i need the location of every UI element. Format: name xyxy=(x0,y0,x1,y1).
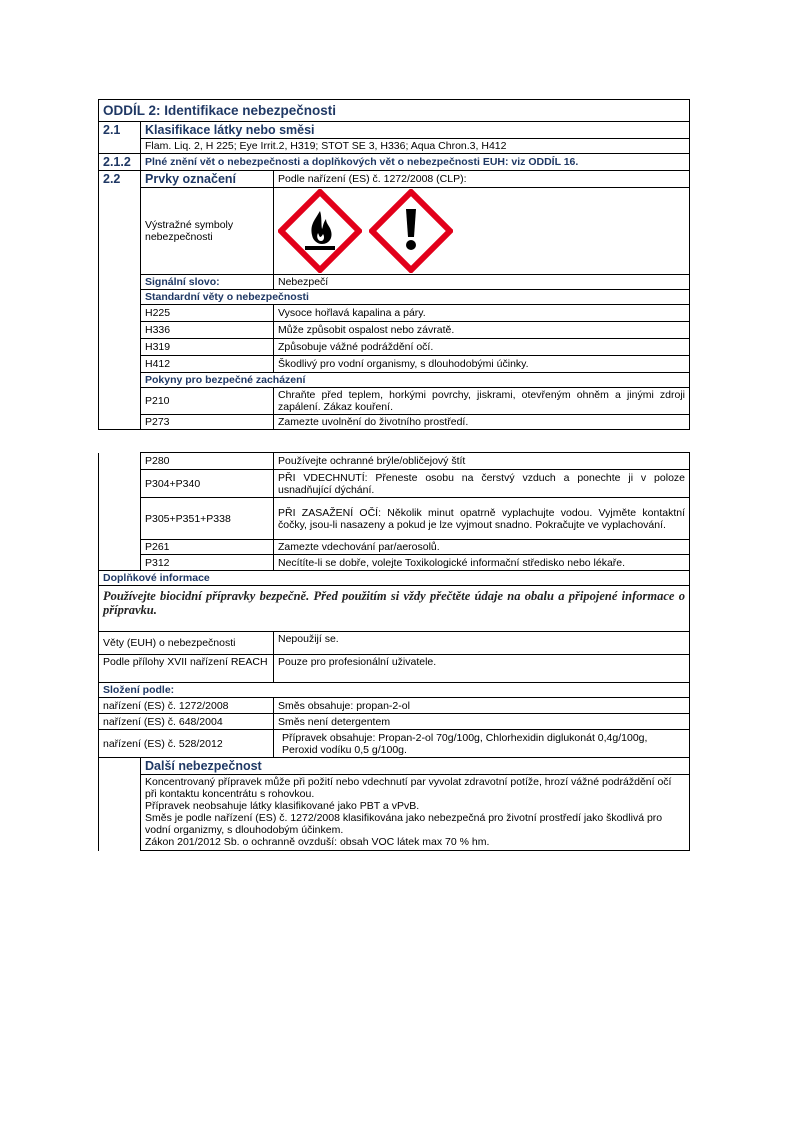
section-2-1-2-number: 2.1.2 xyxy=(99,154,141,171)
euh-label: Věty (EUH) o nebezpečnosti xyxy=(99,632,274,655)
reach-value: Pouze pro profesionální uživatele. xyxy=(274,655,690,683)
h-code: H336 xyxy=(141,322,274,339)
composition-reg: nařízení (ES) č. 1272/2008 xyxy=(99,698,274,714)
composition-header: Složení podle: xyxy=(99,683,690,698)
regulation-text: Podle nařízení (ES) č. 1272/2008 (CLP): xyxy=(274,171,690,188)
p-code: P312 xyxy=(141,555,274,571)
p-code: P280 xyxy=(141,453,274,470)
extra-info-header: Doplňkové informace xyxy=(99,571,690,586)
hazard-table-part-1 xyxy=(98,99,690,430)
blank-cell xyxy=(99,453,141,571)
composition-reg: nařízení (ES) č. 648/2004 xyxy=(99,714,274,730)
section-2-2-number: 2.2 xyxy=(99,171,141,430)
symbols-label: Výstražné symboly nebezpečnosti xyxy=(141,188,274,275)
pictograms-cell xyxy=(274,188,690,275)
other-hazards-title: Další nebezpečnost xyxy=(141,758,690,775)
p-text: Necítíte-li se dobře, volejte Toxikologické informační středisko nebo lékaře. xyxy=(274,555,690,571)
p-code: P210 xyxy=(141,388,274,415)
section-2-1-number: 2.1 xyxy=(99,122,141,154)
p-code: P305+P351+P338 xyxy=(141,498,274,540)
composition-text: Směs není detergentem xyxy=(274,714,690,730)
section-2-2-title: Prvky označení xyxy=(141,171,274,188)
other-hazards-line: Směs je podle nařízení (ES) č. 1272/2008 klasifikována jako nebezpečná pro životní prostředí jako škodlivá pro vodní organizmy, s dlouhodobým účinkem. xyxy=(145,812,663,836)
h-text: Vysoce hořlavá kapalina a páry. xyxy=(274,305,690,322)
h-text: Škodlivý pro vodní organismy, s dlouhodobými účinky. xyxy=(274,356,690,373)
p-code: P304+P340 xyxy=(141,470,274,498)
p-text: Chraňte před teplem, horkými povrchy, jiskrami, otevřeným ohněm a jinými zdroji zapálení. Zákaz kouření. xyxy=(274,388,690,415)
h-text: Způsobuje vážné podráždění očí. xyxy=(274,339,690,356)
p-text: Zamezte uvolnění do životního prostředí. xyxy=(274,415,690,430)
p-text: PŘI VDECHNUTÍ: Přeneste osobu na čerstvý vzduch a ponechte ji v poloze usnadňující dýchání. xyxy=(274,470,690,498)
euh-value: Nepoužijí se. xyxy=(274,632,690,655)
extra-info-text: Používejte biocidní přípravky bezpečně. Před použitím si vždy přečtěte údaje na obalu a připojené informace o přípravku. xyxy=(99,586,690,632)
h-code: H225 xyxy=(141,305,274,322)
blank-cell xyxy=(99,758,141,851)
signal-word-label: Signální slovo: xyxy=(141,275,274,290)
classification-text: Flam. Liq. 2, H 225; Eye Irrit.2, H319; STOT SE 3, H336; Aqua Chron.3, H412 xyxy=(141,139,690,154)
p-text: Zamezte vdechování par/aerosolů. xyxy=(274,540,690,555)
other-hazards-line: Zákon 201/2012 Sb. o ochranně ovzduší: obsah VOC látek max 70 % hm. xyxy=(145,836,490,848)
hazard-table-part-2 xyxy=(98,452,690,851)
h-code: H412 xyxy=(141,356,274,373)
p-text: Používejte ochranné brýle/obličejový štít xyxy=(274,453,690,470)
h-text: Může způsobit ospalost nebo závratě. xyxy=(274,322,690,339)
other-hazards-line: Přípravek neobsahuje látky klasifikované jako PBT a vPvB. xyxy=(145,800,420,812)
p-text: PŘI ZASAŽENÍ OČÍ: Několik minut opatrně vyplachujte vodou. Vyjměte kontaktní čočky, jsou-li nasazeny a pokud je lze vyjmout snadno. Pokračujte ve vyplachování. xyxy=(274,498,690,540)
p-statements-header: Pokyny pro bezpečné zacházení xyxy=(141,373,690,388)
section-2-1-title: Klasifikace látky nebo směsi xyxy=(141,122,690,139)
reach-label: Podle přílohy XVII nařízení REACH xyxy=(99,655,274,683)
h-statements-header: Standardní věty o nebezpečnosti xyxy=(141,290,690,305)
h-code: H319 xyxy=(141,339,274,356)
section-title: ODDÍL 2: Identifikace nebezpečnosti xyxy=(99,100,690,122)
composition-reg: nařízení (ES) č. 528/2012 xyxy=(99,730,274,758)
section-2-1-2-title: Plné znění vět o nebezpečnosti a doplňkových vět o nebezpečnosti EUH: viz ODDÍL 16. xyxy=(141,154,690,171)
other-hazards-line: Koncentrovaný přípravek může při požití nebo vdechnutí par vyvolat zdravotní potíže, hrozí vážné podráždění očí při kontaktu koncentrátu s rohovkou. xyxy=(145,776,672,800)
flame-icon xyxy=(278,189,362,273)
signal-word-value: Nebezpečí xyxy=(274,275,690,290)
composition-text: Směs obsahuje: propan-2-ol xyxy=(274,698,690,714)
other-hazards-text xyxy=(141,775,690,851)
exclamation-icon xyxy=(369,189,453,273)
composition-text: Přípravek obsahuje: Propan-2-ol 70g/100g, Chlorhexidin diglukonát 0,4g/100g, Peroxid vodíku 0,5 g/100g. xyxy=(274,730,690,758)
p-code: P261 xyxy=(141,540,274,555)
p-code: P273 xyxy=(141,415,274,430)
